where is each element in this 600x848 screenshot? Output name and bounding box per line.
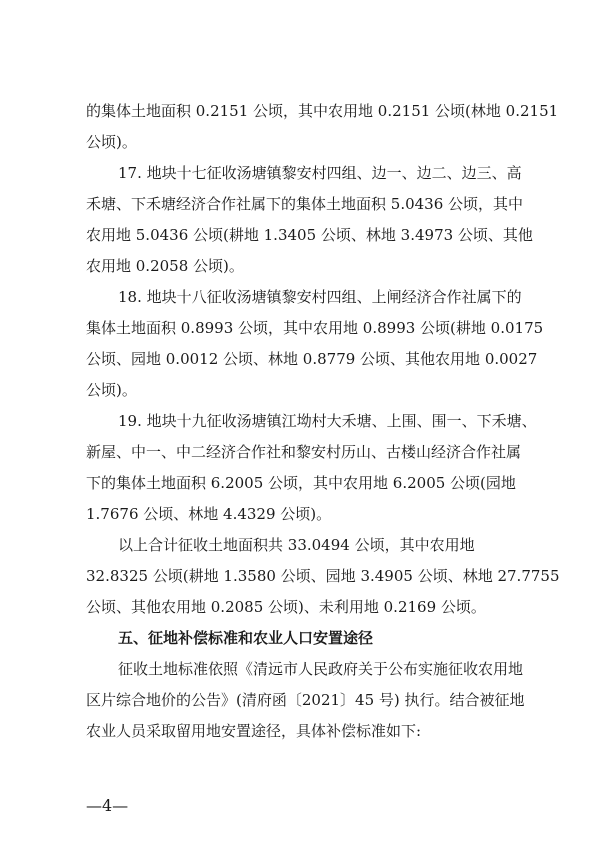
text-line: 的集体土地面积 0.2151 公顷，其中农用地 0.2151 公顷(林地 0.2151 [86, 102, 559, 120]
text-line: 19. 地块十九征收汤塘镇江坳村大禾塘、上围、围一、下禾塘、 [118, 412, 537, 430]
page-number: —4— [86, 796, 129, 815]
text-line: 公顷、园地 0.0012 公顷、林地 0.8779 公顷、其他农用地 0.0027 [86, 350, 538, 368]
text-line: 公顷)。 [86, 133, 137, 151]
text-line: 17. 地块十七征收汤塘镇黎安村四组、边一、边二、边三、高 [118, 164, 522, 182]
text-line: 公顷)。 [86, 381, 137, 399]
text-line: 农用地 5.0436 公顷(耕地 1.3405 公顷、林地 3.4973 公顷、其他 [86, 226, 533, 244]
text-line: 18. 地块十八征收汤塘镇黎安村四组、上闸经济合作社属下的 [118, 288, 522, 306]
text-line: 征收土地标准依照《清远市人民政府关于公布实施征收农用地 [118, 660, 524, 678]
section-heading: 五、征地补偿标准和农业人口安置途径 [118, 629, 374, 647]
text-line: 新屋、中一、中二经济合作社和黎安村历山、古楼山经济合作社属 [86, 443, 522, 461]
text-line: 禾塘、下禾塘经济合作社属下的集体土地面积 5.0436 公顷，其中 [86, 195, 524, 213]
text-line: 下的集体土地面积 6.2005 公顷，其中农用地 6.2005 公顷(园地 [86, 474, 516, 492]
text-line: 区片综合地价的公告》(清府函〔2021〕45 号) 执行。结合被征地 [86, 691, 525, 709]
text-line: 以上合计征收土地面积共 33.0494 公顷，其中农用地 [118, 536, 475, 554]
text-line: 集体土地面积 0.8993 公顷，其中农用地 0.8993 公顷(耕地 0.0175 [86, 319, 544, 337]
text-line: 1.7676 公顷、林地 4.4329 公顷)。 [86, 505, 332, 523]
text-line: 农业人员采取留用地安置途径，具体补偿标准如下: [86, 722, 422, 740]
text-line: 32.8325 公顷(耕地 1.3580 公顷、园地 3.4905 公顷、林地 27.7755 [86, 567, 560, 585]
text-line: 农用地 0.2058 公顷)。 [86, 257, 244, 275]
text-line: 公顷、其他农用地 0.2085 公顷)、未利用地 0.2169 公顷。 [86, 598, 486, 616]
